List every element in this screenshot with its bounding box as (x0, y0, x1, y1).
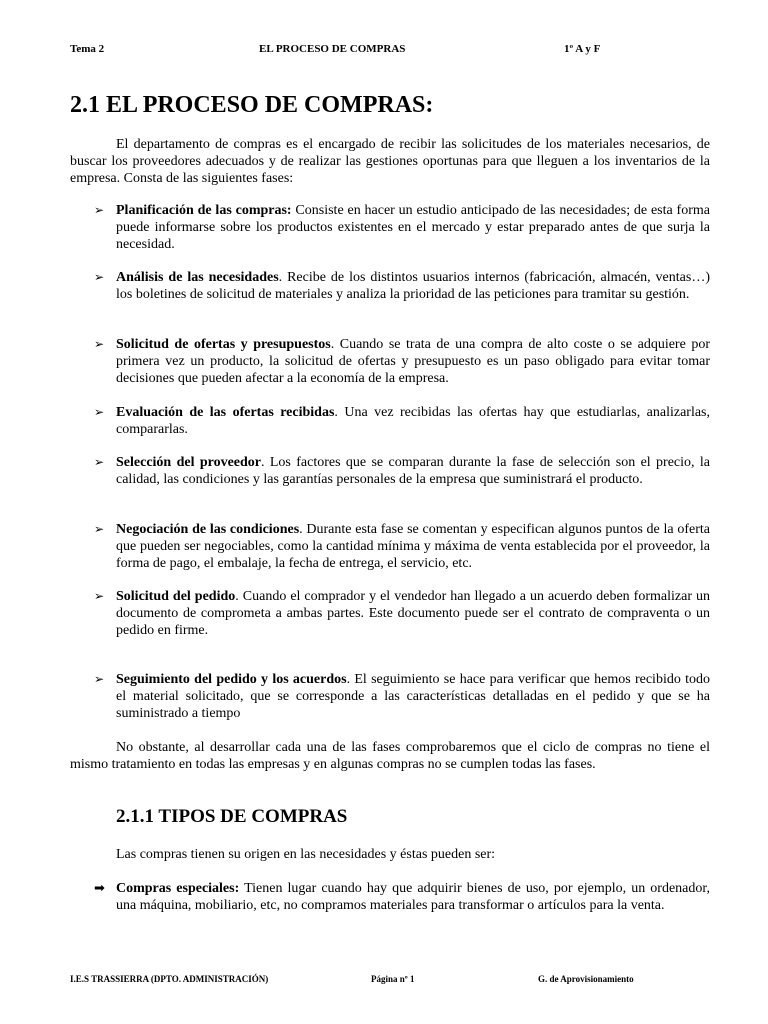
intro-paragraph: El departamento de compras es el encargado de recibir las solicitudes de los materiales necesarios, de buscar los proveedores adecuados y de realizar las gestiones oportunas para que lleguen a los inventarios de la empresa. Consta de las siguientes fases: (70, 137, 710, 186)
phase-lead: Seguimiento del pedido y los acuerdos (116, 672, 347, 687)
phase-item (94, 588, 710, 639)
phase-lead: Solicitud del pedido (116, 589, 236, 604)
header-topic: Tema 2 (70, 43, 105, 55)
arrowhead-bullet-icon: ➢ (94, 203, 105, 217)
phase-lead: Análisis de las necesidades (116, 270, 279, 285)
closing-paragraph: No obstante, al desarrollar cada una de las fases comprobaremos que el ciclo de compras no tiene el mismo tratamiento en todas las empresas y en algunas compras no se cumplen todas las fases. (70, 740, 710, 772)
phase-body (116, 336, 710, 387)
phase-text: . El seguimiento se hace para verificar que hemos recibido todo el material solicitado, que se corresponde a las características detalladas en el pedido y que se ha suministrado a tiempo (116, 672, 710, 721)
phase-lead: Evaluación de las ofertas recibidas (116, 405, 335, 420)
phase-body (116, 202, 710, 253)
phase-body (116, 404, 710, 438)
phase-body (116, 521, 710, 572)
phase-item (94, 521, 710, 572)
phase-item (94, 404, 710, 438)
purchase-type-lead: Compras especiales: (116, 881, 240, 896)
phase-item (94, 454, 710, 488)
phase-lead: Planificación de las compras: (116, 203, 292, 218)
phase-text: . Los factores que se comparan durante la fase de selección son el precio, la calidad, las condiciones y las garantías personales de la empresa que suministrará el producto. (116, 455, 710, 487)
header-course: 1º A y F (564, 43, 601, 55)
phase-lead: Solicitud de ofertas y presupuestos (116, 337, 331, 352)
header-title: EL PROCESO DE COMPRAS (259, 43, 406, 55)
arrowhead-bullet-icon: ➢ (94, 405, 105, 419)
purchase-type-item (94, 880, 710, 914)
section-title: 2.1 EL PROCESO DE COMPRAS: (70, 92, 434, 118)
phase-text: . Durante esta fase se comentan y especifican algunos puntos de la oferta que pueden ser negociables, como la cantidad mínima y máxima de venta establecida por el proveedor, la forma de pago, el embalaje, la fecha de entrega, el servicio, etc. (116, 522, 710, 571)
footer-school: I.E.S TRASSIERRA (DPTO. ADMINISTRACIÓN) (70, 974, 269, 984)
purchase-type-text: Tienen lugar cuando hay que adquirir bienes de uso, por ejemplo, un ordenador, una máquina, mobiliario, etc, no compramos materiales para transformar o artículos para la venta. (116, 881, 710, 913)
phase-lead: Negociación de las condiciones (116, 522, 300, 537)
arrowhead-bullet-icon: ➢ (94, 672, 105, 686)
arrowhead-bullet-icon: ➢ (94, 270, 105, 284)
phase-body (116, 454, 710, 488)
phase-body (116, 269, 710, 303)
phase-lead: Selección del proveedor (116, 455, 261, 470)
footer-page-number: Página nº 1 (371, 974, 415, 984)
phase-text: Consiste en hacer un estudio anticipado de las necesidades; de esta forma puede informarse sobre los productos existentes en el mercado y estar preparado antes de que surja la necesidad. (116, 203, 710, 252)
phase-item (94, 671, 710, 722)
arrowhead-bullet-icon: ➢ (94, 337, 105, 351)
footer-subject: G. de Aprovisionamiento (538, 974, 634, 984)
arrowhead-bullet-icon: ➢ (94, 589, 105, 603)
phase-item (94, 336, 710, 387)
phase-text: . Cuando el comprador y el vendedor han llegado a un acuerdo deben formalizar un documento de comprometa a ambas partes. Este documento puede ser el contrato de compraventa o un pedido en firme. (116, 589, 710, 638)
arrowhead-bullet-icon: ➢ (94, 522, 105, 536)
phase-text: . Recibe de los distintos usuarios internos (fabricación, almacén, ventas…) los boletines de solicitud de materiales y analiza la prioridad de las peticiones para tramitar su gestión. (116, 270, 710, 302)
subsection-intro: Las compras tienen su origen en las necesidades y éstas pueden ser: (116, 847, 496, 862)
phase-text: . Una vez recibidas las ofertas hay que estudiarlas, analizarlas, compararlas. (116, 405, 710, 437)
phase-body (116, 588, 710, 639)
phase-item (94, 202, 710, 253)
arrowhead-bullet-icon: ➢ (94, 455, 105, 469)
phase-text: . Cuando se trata de una compra de alto coste o se adquiere por primera vez un producto, la solicitud de ofertas y presupuesto es un paso obligado para evitar tomar decisiones que pueden afectar a la economía de la empresa. (116, 337, 710, 386)
subsection-title: 2.1.1 TIPOS DE COMPRAS (116, 806, 348, 827)
phase-body (116, 671, 710, 722)
right-arrow-bullet-icon: ➡ (94, 881, 105, 896)
purchase-type-body (116, 880, 710, 914)
phase-item (94, 269, 710, 303)
